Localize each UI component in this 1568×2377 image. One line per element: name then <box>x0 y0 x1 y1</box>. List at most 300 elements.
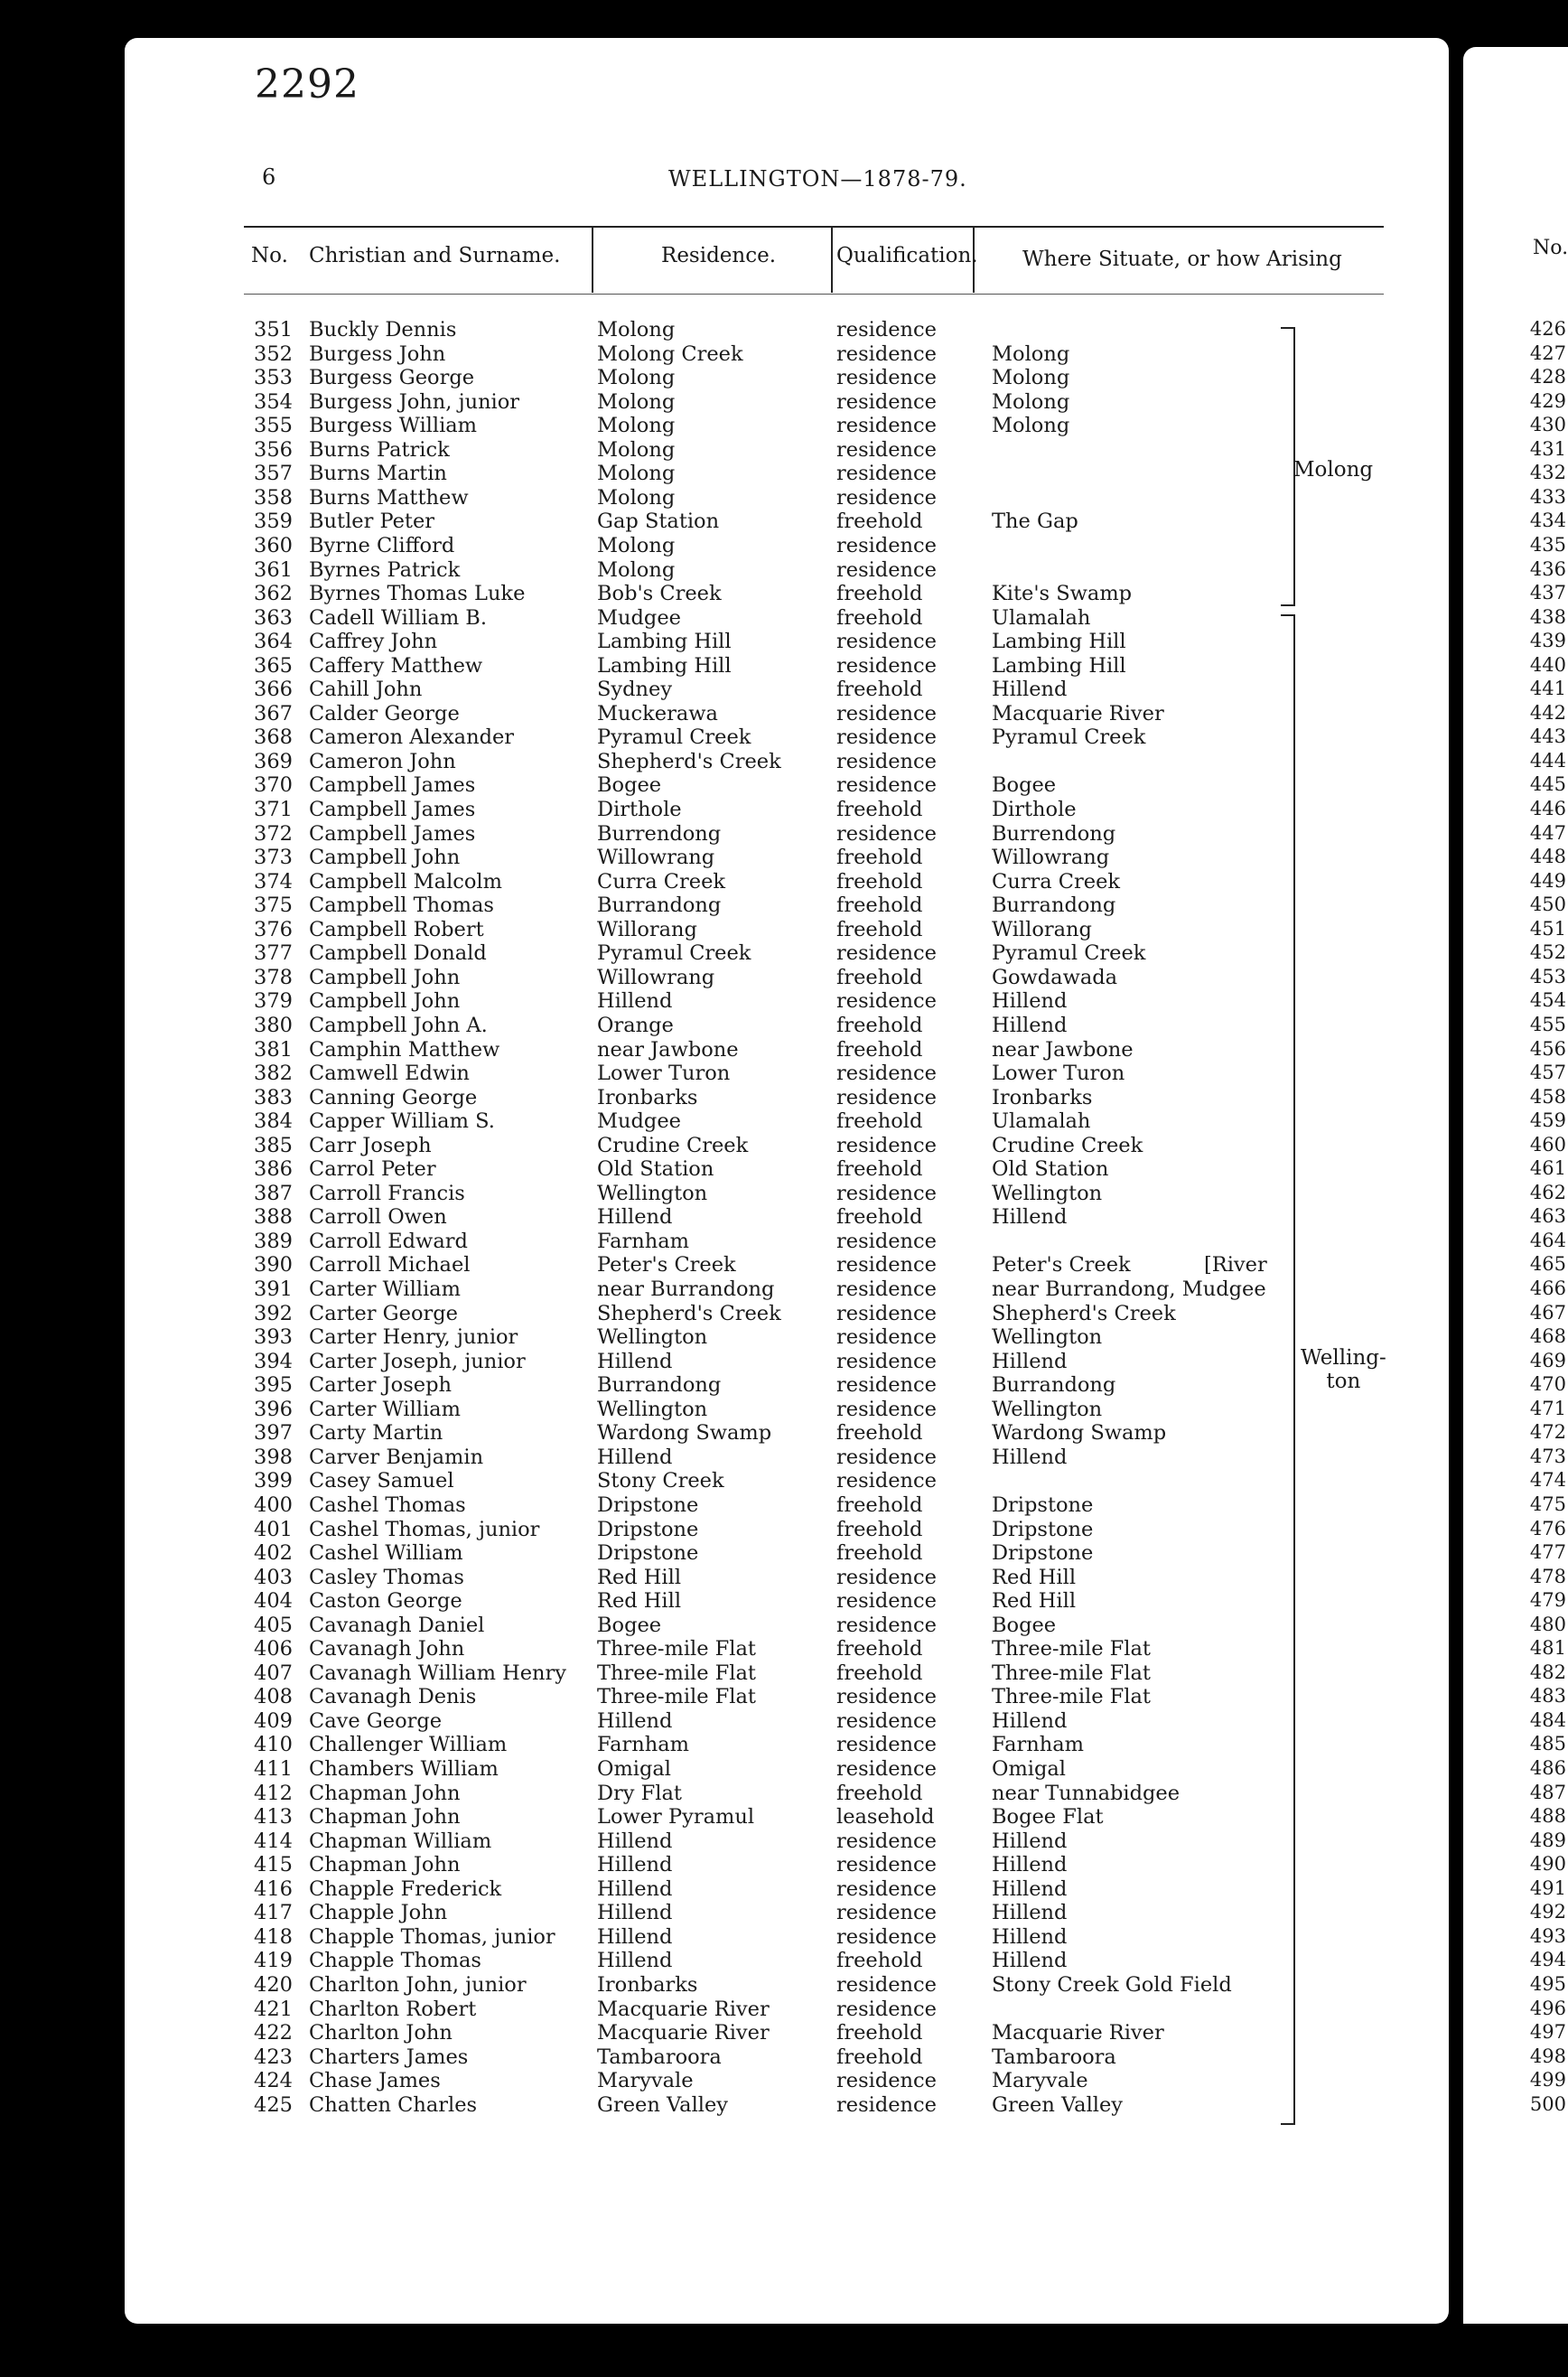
table-row <box>0 1134 1445 1158</box>
entry-qualification: freehold <box>836 605 923 630</box>
entry-name: Cahill John <box>309 678 423 702</box>
table-row <box>0 1614 1445 1638</box>
entry-where-situate: Kite's Swamp <box>992 582 1133 606</box>
adjacent-page-entry-number: 488 <box>1529 1805 1566 1828</box>
entry-residence: Hillend <box>597 1349 673 1373</box>
entry-number: 403 <box>254 1565 293 1589</box>
entry-qualification: freehold <box>836 846 923 870</box>
adjacent-page-entry-number: 453 <box>1529 965 1566 987</box>
entry-name: Burns Matthew <box>309 485 469 510</box>
group-label-wellington-line1: Welling- <box>1301 1346 1386 1370</box>
table-row <box>0 1637 1445 1661</box>
entry-name: Carrol Peter <box>309 1157 436 1182</box>
table-row <box>0 1350 1445 1374</box>
entry-qualification: freehold <box>836 1037 923 1062</box>
entry-name: Cameron John <box>309 749 456 773</box>
column-header-no: No. <box>251 244 288 267</box>
entry-residence: Burrandong <box>597 1373 722 1398</box>
entry-qualification: residence <box>836 1325 937 1350</box>
entry-name: Carter George <box>309 1301 458 1325</box>
adjacent-page-entry-number: 461 <box>1529 1157 1566 1180</box>
entry-qualification: freehold <box>836 1205 923 1230</box>
entry-qualification: freehold <box>836 1661 923 1685</box>
table-row <box>0 390 1445 415</box>
entry-residence: Molong <box>597 366 676 390</box>
adjacent-page-entry-number: 436 <box>1529 557 1566 580</box>
entry-where-situate: Farnham <box>992 1733 1084 1757</box>
entry-name: Chapple John <box>309 1901 448 1925</box>
entry-residence: Red Hill <box>597 1565 682 1589</box>
entry-number: 385 <box>254 1133 293 1157</box>
table-row <box>0 1566 1445 1590</box>
entry-where-situate: Lambing Hill <box>992 630 1126 654</box>
entry-name: Cavanagh William Henry <box>309 1661 567 1685</box>
entry-qualification: residence <box>836 2069 937 2093</box>
entry-residence: Tambaroora <box>597 2045 722 2069</box>
adjacent-page-entry-number: 429 <box>1529 389 1566 412</box>
table-row <box>0 318 1445 342</box>
entry-residence: Hillend <box>597 1829 673 1853</box>
entry-number: 380 <box>254 1013 293 1037</box>
entry-residence: Pyramul Creek <box>597 941 751 966</box>
entry-qualification: residence <box>836 1229 937 1253</box>
entry-name: Camwell Edwin <box>309 1062 470 1086</box>
adjacent-page-entry-number: 479 <box>1529 1589 1566 1612</box>
adjacent-page-entry-number: 477 <box>1529 1541 1566 1564</box>
entry-name: Butler Peter <box>309 510 435 534</box>
table-row <box>0 654 1445 678</box>
entry-where-situate: Molong <box>992 366 1070 390</box>
entry-where-situate: Hillend <box>992 1445 1068 1469</box>
entry-name: Campbell Robert <box>309 917 484 941</box>
entry-number: 413 <box>254 1805 293 1830</box>
entry-qualification: freehold <box>836 798 923 821</box>
entry-residence: Dry Flat <box>597 1781 682 1805</box>
entry-qualification: residence <box>836 630 937 654</box>
adjacent-page-entry-number: 492 <box>1529 1901 1566 1923</box>
table-row <box>0 1998 1445 2022</box>
entry-qualification: freehold <box>836 1421 923 1446</box>
table-row <box>0 1302 1445 1326</box>
adjacent-page-entry-number: 473 <box>1529 1445 1566 1467</box>
entry-residence: Peter's Creek <box>597 1253 736 1277</box>
table-row <box>0 798 1445 822</box>
entry-number: 419 <box>254 1949 293 1973</box>
table-row <box>0 1398 1445 1422</box>
entry-residence: Stony Creek <box>597 1469 724 1493</box>
page-title: WELLINGTON—1878-79. <box>668 166 967 192</box>
entry-qualification: residence <box>836 437 937 462</box>
table-row <box>0 438 1445 463</box>
entry-number: 391 <box>254 1277 293 1301</box>
entry-qualification: residence <box>836 1757 937 1781</box>
adjacent-page-header-no: No. <box>1533 237 1568 259</box>
entry-qualification: residence <box>836 389 937 414</box>
entry-name: Capper William S. <box>309 1109 495 1134</box>
divider-name-residence <box>592 226 593 293</box>
adjacent-page-entry-number: 450 <box>1529 894 1566 916</box>
entry-name: Chatten Charles <box>309 2092 478 2117</box>
table-row <box>0 1782 1445 1806</box>
entry-qualification: residence <box>836 1133 937 1157</box>
adjacent-page-entry-number: 470 <box>1529 1373 1566 1396</box>
adjacent-page-entry-number: 457 <box>1529 1062 1566 1084</box>
entry-number: 411 <box>254 1757 293 1781</box>
entry-qualification: residence <box>836 1733 937 1757</box>
entry-number: 393 <box>254 1325 293 1350</box>
adjacent-page-entry-number: 481 <box>1529 1637 1566 1660</box>
table-row <box>0 1925 1445 1950</box>
entry-number: 363 <box>254 605 293 630</box>
entry-name: Caston George <box>309 1589 462 1614</box>
entry-residence: Three-mile Flat <box>597 1685 756 1709</box>
entry-residence: Hillend <box>597 1853 673 1877</box>
entry-residence: Hillend <box>597 1445 673 1469</box>
entry-where-situate: Dripstone <box>992 1493 1094 1517</box>
adjacent-page-entry-number: 451 <box>1529 917 1566 940</box>
entry-where-situate: Lambing Hill <box>992 653 1126 678</box>
entry-qualification: residence <box>836 1853 937 1877</box>
entry-residence: Hillend <box>597 1949 673 1973</box>
entry-name: Campbell James <box>309 773 476 798</box>
entry-name: Burns Martin <box>309 462 447 486</box>
entry-where-situate-extra: [River <box>1204 1253 1267 1277</box>
entry-residence: near Burrandong <box>597 1277 775 1301</box>
table-row <box>0 678 1445 702</box>
entry-qualification: freehold <box>836 917 923 941</box>
entry-qualification: residence <box>836 1349 937 1373</box>
entry-qualification: freehold <box>836 1013 923 1037</box>
entry-qualification: freehold <box>836 2021 923 2045</box>
entry-residence: Molong <box>597 533 676 557</box>
table-row <box>0 582 1445 606</box>
table-row <box>0 1373 1445 1398</box>
adjacent-page-entry-number: 471 <box>1529 1397 1566 1419</box>
entry-number: 416 <box>254 1876 293 1901</box>
entry-number: 361 <box>254 557 293 582</box>
entry-where-situate: Hillend <box>992 989 1068 1014</box>
adjacent-page-entry-number: 443 <box>1529 725 1566 748</box>
entry-name: Chase James <box>309 2069 441 2093</box>
entry-qualification: residence <box>836 1997 937 2021</box>
entry-where-situate: Hillend <box>992 1013 1068 1037</box>
entry-name: Charters James <box>309 2045 469 2069</box>
entry-where-situate: Hillend <box>992 1349 1068 1373</box>
entry-number: 378 <box>254 965 293 989</box>
entry-where-situate: Burrandong <box>992 894 1116 918</box>
table-row <box>0 1685 1445 1709</box>
table-row <box>0 1661 1445 1686</box>
entry-where-situate: Stony Creek Gold Field <box>992 1972 1232 1997</box>
entry-qualification: freehold <box>836 510 923 534</box>
entry-number: 379 <box>254 989 293 1014</box>
entry-residence: Mudgee <box>597 1109 681 1134</box>
entry-number: 386 <box>254 1157 293 1182</box>
adjacent-page-entry-number: 495 <box>1529 1972 1566 1995</box>
entry-name: Campbell John <box>309 989 461 1014</box>
entry-number: 392 <box>254 1301 293 1325</box>
entry-where-situate: Dripstone <box>992 1541 1094 1566</box>
entry-where-situate: Ulamalah <box>992 605 1091 630</box>
table-row <box>0 486 1445 510</box>
entry-name: Chambers William <box>309 1757 499 1781</box>
table-row <box>0 725 1445 750</box>
entry-name: Chapple Frederick <box>309 1876 502 1901</box>
entry-residence: Lower Turon <box>597 1062 731 1086</box>
entry-qualification: residence <box>836 1062 937 1086</box>
adjacent-page-entry-number: 435 <box>1529 533 1566 556</box>
sheet-number: 6 <box>262 164 276 190</box>
table-row <box>0 702 1445 726</box>
table-row <box>0 846 1445 870</box>
table-row <box>0 966 1445 990</box>
entry-residence: Crudine Creek <box>597 1133 749 1157</box>
adjacent-page-entry-number: 454 <box>1529 989 1566 1012</box>
entry-number: 389 <box>254 1229 293 1253</box>
table-row <box>0 2045 1445 2070</box>
table-row <box>0 1709 1445 1734</box>
entry-where-situate: Three-mile Flat <box>992 1685 1151 1709</box>
entry-number: 388 <box>254 1205 293 1230</box>
adjacent-page-entry-number: 431 <box>1529 437 1566 460</box>
entry-residence: Dirthole <box>597 798 682 821</box>
entry-residence: Lambing Hill <box>597 653 732 678</box>
entry-number: 366 <box>254 678 293 702</box>
entry-residence: Molong <box>597 318 676 342</box>
entry-qualification: residence <box>836 941 937 966</box>
entry-number: 382 <box>254 1062 293 1086</box>
table-row <box>0 1830 1445 1854</box>
entry-residence: Molong <box>597 414 676 438</box>
adjacent-page-entry-number: 433 <box>1529 485 1566 508</box>
entry-number: 354 <box>254 389 293 414</box>
column-header-name: Christian and Surname. <box>309 244 561 267</box>
entry-number: 423 <box>254 2045 293 2069</box>
entry-number: 400 <box>254 1493 293 1517</box>
table-row <box>0 1277 1445 1302</box>
entry-qualification: residence <box>836 1829 937 1853</box>
entry-number: 356 <box>254 437 293 462</box>
entry-where-situate: Pyramul Creek <box>992 941 1146 966</box>
entry-name: Caffery Matthew <box>309 653 483 678</box>
adjacent-page-entry-number: 464 <box>1529 1229 1566 1251</box>
entry-number: 353 <box>254 366 293 390</box>
entry-qualification: residence <box>836 1373 937 1398</box>
entry-qualification: freehold <box>836 1637 923 1661</box>
entry-residence: Hillend <box>597 1901 673 1925</box>
table-row <box>0 1230 1445 1254</box>
entry-residence: Hillend <box>597 1924 673 1949</box>
entry-where-situate: Lower Turon <box>992 1062 1125 1086</box>
entry-qualification: freehold <box>836 678 923 702</box>
entry-name: Calder George <box>309 701 460 725</box>
entry-residence: Lower Pyramul <box>597 1805 755 1830</box>
entry-number: 414 <box>254 1829 293 1853</box>
table-row <box>0 1973 1445 1998</box>
entry-residence: Wardong Swamp <box>597 1421 772 1446</box>
adjacent-page-edge <box>1463 47 1568 2324</box>
entry-number: 383 <box>254 1085 293 1109</box>
adjacent-page-entry-number: 452 <box>1529 941 1566 964</box>
table-row <box>0 941 1445 966</box>
entry-qualification: residence <box>836 1613 937 1637</box>
entry-residence: Three-mile Flat <box>597 1661 756 1685</box>
entry-where-situate: Old Station <box>992 1157 1109 1182</box>
entry-residence: Dripstone <box>597 1517 699 1541</box>
entry-number: 355 <box>254 414 293 438</box>
entry-number: 374 <box>254 869 293 894</box>
entry-qualification: residence <box>836 773 937 798</box>
entry-name: Charlton Robert <box>309 1997 477 2021</box>
entry-where-situate: near Tunnabidgee <box>992 1781 1181 1805</box>
entry-where-situate: Molong <box>992 342 1070 366</box>
entry-name: Cashel William <box>309 1541 463 1566</box>
entry-where-situate: Shepherd's Creek <box>992 1301 1176 1325</box>
entry-residence: Muckerawa <box>597 701 718 725</box>
entry-where-situate: Burrendong <box>992 821 1116 846</box>
adjacent-page-entry-number: 484 <box>1529 1708 1566 1731</box>
table-row <box>0 1109 1445 1134</box>
entry-number: 390 <box>254 1253 293 1277</box>
entry-number: 395 <box>254 1373 293 1398</box>
table-row <box>0 750 1445 774</box>
adjacent-page-entry-number: 483 <box>1529 1685 1566 1708</box>
entry-where-situate: Hillend <box>992 1924 1068 1949</box>
entry-number: 408 <box>254 1685 293 1709</box>
adjacent-page-entry-number: 437 <box>1529 582 1566 604</box>
entry-name: Caffrey John <box>309 630 438 654</box>
entry-number: 415 <box>254 1853 293 1877</box>
header-top-rule <box>244 226 1384 228</box>
table-row <box>0 894 1445 918</box>
entry-qualification: residence <box>836 725 937 750</box>
adjacent-page-entry-number: 449 <box>1529 869 1566 892</box>
entry-qualification: residence <box>836 1565 937 1589</box>
entry-number: 371 <box>254 798 293 821</box>
entry-where-situate: Molong <box>992 414 1070 438</box>
group-label-wellington-line2: ton <box>1326 1370 1361 1393</box>
adjacent-page-entry-number: 446 <box>1529 798 1566 819</box>
entry-residence: Three-mile Flat <box>597 1637 756 1661</box>
entry-number: 352 <box>254 342 293 366</box>
adjacent-page-entry-number: 486 <box>1529 1757 1566 1779</box>
entry-where-situate: Omigal <box>992 1757 1066 1781</box>
entry-where-situate: Ironbarks <box>992 1085 1093 1109</box>
entry-where-situate: Crudine Creek <box>992 1133 1143 1157</box>
entry-name: Campbell John <box>309 846 461 870</box>
entry-number: 357 <box>254 462 293 486</box>
entry-qualification: residence <box>836 557 937 582</box>
entry-residence: Wellington <box>597 1325 708 1350</box>
entry-name: Cavanagh Denis <box>309 1685 477 1709</box>
entry-residence: Dripstone <box>597 1541 699 1566</box>
adjacent-page-entry-number: 487 <box>1529 1781 1566 1803</box>
entry-residence: Hillend <box>597 1708 673 1733</box>
page-number: 2292 <box>255 61 359 108</box>
entry-number: 351 <box>254 318 293 342</box>
entry-name: Carver Benjamin <box>309 1445 484 1469</box>
entry-number: 381 <box>254 1037 293 1062</box>
table-row <box>0 1253 1445 1277</box>
adjacent-page-entry-number: 468 <box>1529 1325 1566 1348</box>
table-row <box>0 1733 1445 1757</box>
entry-where-situate: Hillend <box>992 1876 1068 1901</box>
entry-name: Burns Patrick <box>309 437 450 462</box>
column-header-residence: Residence. <box>661 244 777 267</box>
table-row <box>0 1062 1445 1086</box>
column-header-where: Where Situate, or how Arising <box>1022 248 1342 271</box>
table-row <box>0 1805 1445 1830</box>
table-row <box>0 414 1445 438</box>
adjacent-page-entry-number: 485 <box>1529 1733 1566 1755</box>
adjacent-page-entry-number: 444 <box>1529 749 1566 772</box>
table-row <box>0 1157 1445 1182</box>
entry-name: Charlton John, junior <box>309 1972 527 1997</box>
adjacent-page-entry-number: 439 <box>1529 630 1566 652</box>
entry-number: 397 <box>254 1421 293 1446</box>
entry-qualification: residence <box>836 1589 937 1614</box>
entry-name: Cavanagh Daniel <box>309 1613 485 1637</box>
table-row <box>0 1182 1445 1206</box>
entry-name: Campbell John <box>309 965 461 989</box>
adjacent-page-entry-number: 428 <box>1529 366 1566 388</box>
entry-qualification: freehold <box>836 1157 923 1182</box>
table-row <box>0 989 1445 1014</box>
adjacent-page-entry-number: 489 <box>1529 1829 1566 1851</box>
entry-name: Carter William <box>309 1397 461 1421</box>
entry-residence: Molong <box>597 389 676 414</box>
entry-residence: Gap Station <box>597 510 720 534</box>
table-row <box>0 558 1445 583</box>
entry-where-situate: Curra Creek <box>992 869 1121 894</box>
entry-qualification: residence <box>836 533 937 557</box>
table-row <box>0 2093 1445 2118</box>
table-row <box>0 1757 1445 1782</box>
entry-name: Carr Joseph <box>309 1133 432 1157</box>
entry-name: Campbell John A. <box>309 1013 488 1037</box>
entry-where-situate: near Jawbone <box>992 1037 1134 1062</box>
entry-name: Camphin Matthew <box>309 1037 500 1062</box>
table-row <box>0 462 1445 486</box>
table-row <box>0 2069 1445 2093</box>
entry-number: 402 <box>254 1541 293 1566</box>
table-row <box>0 606 1445 631</box>
wellington-bracket <box>1281 614 1295 2125</box>
entry-where-situate: Macquarie River <box>992 2021 1164 2045</box>
entry-qualification: residence <box>836 989 937 1014</box>
entry-where-situate: Tambaroora <box>992 2045 1116 2069</box>
adjacent-page-entry-number: 491 <box>1529 1876 1566 1899</box>
entry-name: Cadell William B. <box>309 605 487 630</box>
entry-number: 412 <box>254 1781 293 1805</box>
entry-number: 368 <box>254 725 293 750</box>
adjacent-page-entry-number: 442 <box>1529 701 1566 724</box>
table-row <box>0 1469 1445 1493</box>
entry-where-situate: Hillend <box>992 1205 1068 1230</box>
entry-residence: Bob's Creek <box>597 582 722 606</box>
adjacent-page-entry-number: 455 <box>1529 1013 1566 1035</box>
entry-residence: Red Hill <box>597 1589 682 1614</box>
adjacent-page-entry-number: 463 <box>1529 1205 1566 1228</box>
header-bottom-rule <box>244 294 1384 295</box>
entry-residence: Willorang <box>597 917 697 941</box>
table-row <box>0 1086 1445 1110</box>
entry-number: 358 <box>254 485 293 510</box>
entry-number: 365 <box>254 653 293 678</box>
table-row <box>0 1853 1445 1877</box>
entry-number: 421 <box>254 1997 293 2021</box>
adjacent-page-entry-number: 432 <box>1529 462 1566 484</box>
